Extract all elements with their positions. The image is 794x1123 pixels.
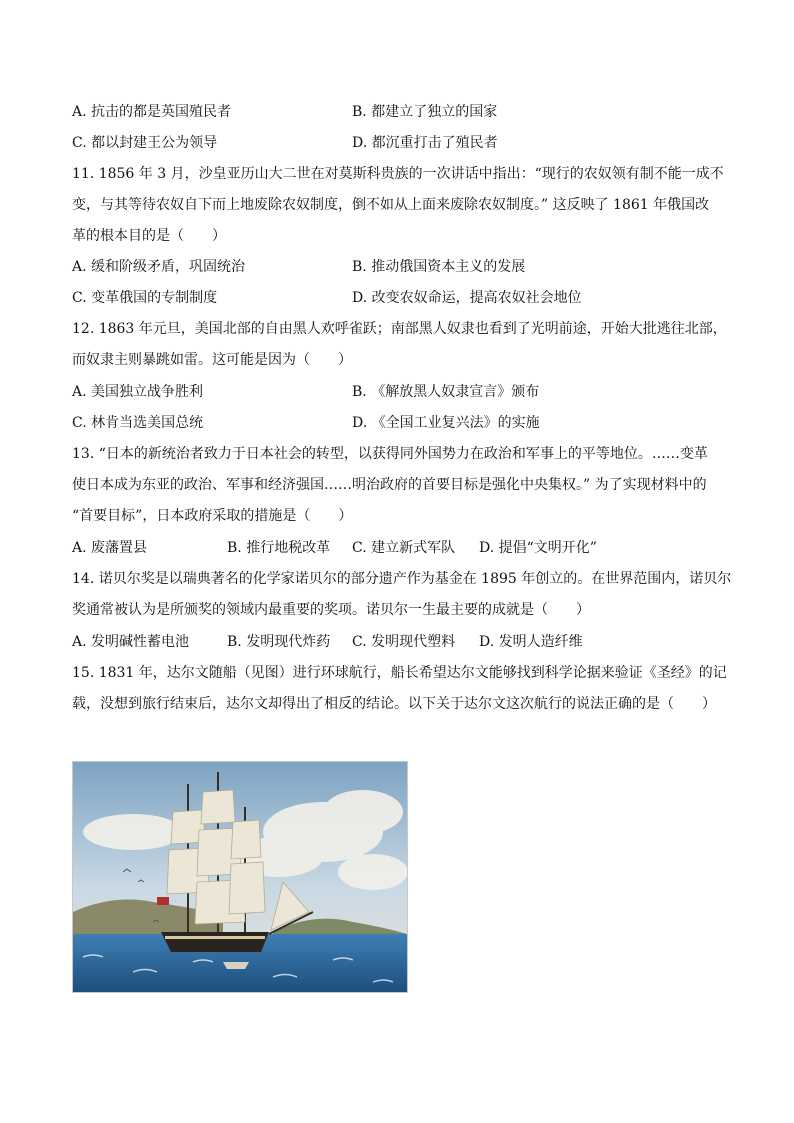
q12-option-c: C. 林肯当选美国总统 — [72, 415, 204, 431]
q13-option-b: B. 推行地税改革 — [227, 540, 331, 556]
q12-stem-line-2: 而奴隶主则暴跳如雷。这可能是因为（ ） — [72, 352, 352, 368]
q10-option-a: A. 抗击的都是英国殖民者 — [72, 104, 232, 120]
q10-option-c: C. 都以封建王公为领导 — [72, 135, 218, 151]
q11-option-d: D. 改变农奴命运，提高农奴社会地位 — [352, 290, 582, 306]
q12-option-d: D. 《全国工业复兴法》的实施 — [352, 415, 540, 431]
q12-option-b: B. 《解放黑人奴隶宣言》颁布 — [352, 384, 540, 400]
q10-option-d: D. 都沉重打击了殖民者 — [352, 135, 498, 151]
q14-option-a: A. 发明碱性蓄电池 — [72, 634, 190, 650]
q13-stem-line-2: 使日本成为东亚的政治、军事和经济强国……明治政府的首要目标是强化中央集权。” 为了实现材料中的 — [72, 477, 707, 493]
q13-option-c: C. 建立新式军队 — [352, 540, 456, 556]
q15-stem-line-1: 15. 1831 年，达尔文随船（见图）进行环球航行，船长希望达尔文能够找到科学论据来验证《圣经》的记 — [72, 665, 727, 681]
q14-option-b: B. 发明现代炸药 — [227, 634, 331, 650]
q11-stem-line-3: 革的根本目的是（ ） — [72, 228, 226, 244]
q13-stem-line-3: “首要目标”，日本政府采取的措施是（ ） — [72, 508, 353, 524]
q10-option-b: B. 都建立了独立的国家 — [352, 104, 498, 120]
q13-option-d: D. 提倡“文明开化” — [479, 540, 597, 556]
q11-option-b: B. 推动俄国资本主义的发展 — [352, 259, 526, 275]
q12-stem-line-1: 12. 1863 年元旦，美国北部的自由黑人欢呼雀跃；南部黑人奴隶也看到了光明前途，开始大批逃往北部， — [72, 321, 727, 337]
ship-illustration — [73, 762, 407, 992]
q11-stem-line-2: 变，与其等待农奴自下而上地废除农奴制度，倒不如从上面来废除农奴制度。” 这反映了 1861 年俄国改 — [72, 197, 710, 213]
q13-option-a: A. 废藩置县 — [72, 540, 148, 556]
q14-option-d: D. 发明人造纤维 — [479, 634, 583, 650]
q11-option-c: C. 变革俄国的专制制度 — [72, 290, 218, 306]
q11-stem-line-1: 11. 1856 年 3 月，沙皇亚历山大二世在对莫斯科贵族的一次讲话中指出：“现行的农奴领有制不能一成不 — [72, 166, 724, 182]
q14-option-c: C. 发明现代塑料 — [352, 634, 456, 650]
q13-stem-line-1: 13. “日本的新统治者致力于日本社会的转型，以获得同外国势力在政治和军事上的平等地位。……变革 — [72, 446, 708, 462]
q14-stem-line-1: 14. 诺贝尔奖是以瑞典著名的化学家诺贝尔的部分遗产作为基金在 1895 年创立的。在世界范围内，诺贝尔 — [72, 571, 732, 587]
sailing-ship-painting-icon — [72, 761, 408, 993]
q15-stem-line-2: 载，没想到旅行结束后，达尔文却得出了相反的结论。以下关于达尔文这次航行的说法正确的是（ ） — [72, 696, 716, 712]
q11-option-a: A. 缓和阶级矛盾，巩固统治 — [72, 259, 246, 275]
q14-stem-line-2: 奖通常被认为是所颁奖的领域内最重要的奖项。诺贝尔一生最主要的成就是（ ） — [72, 602, 590, 618]
q12-option-a: A. 美国独立战争胜利 — [72, 384, 204, 400]
